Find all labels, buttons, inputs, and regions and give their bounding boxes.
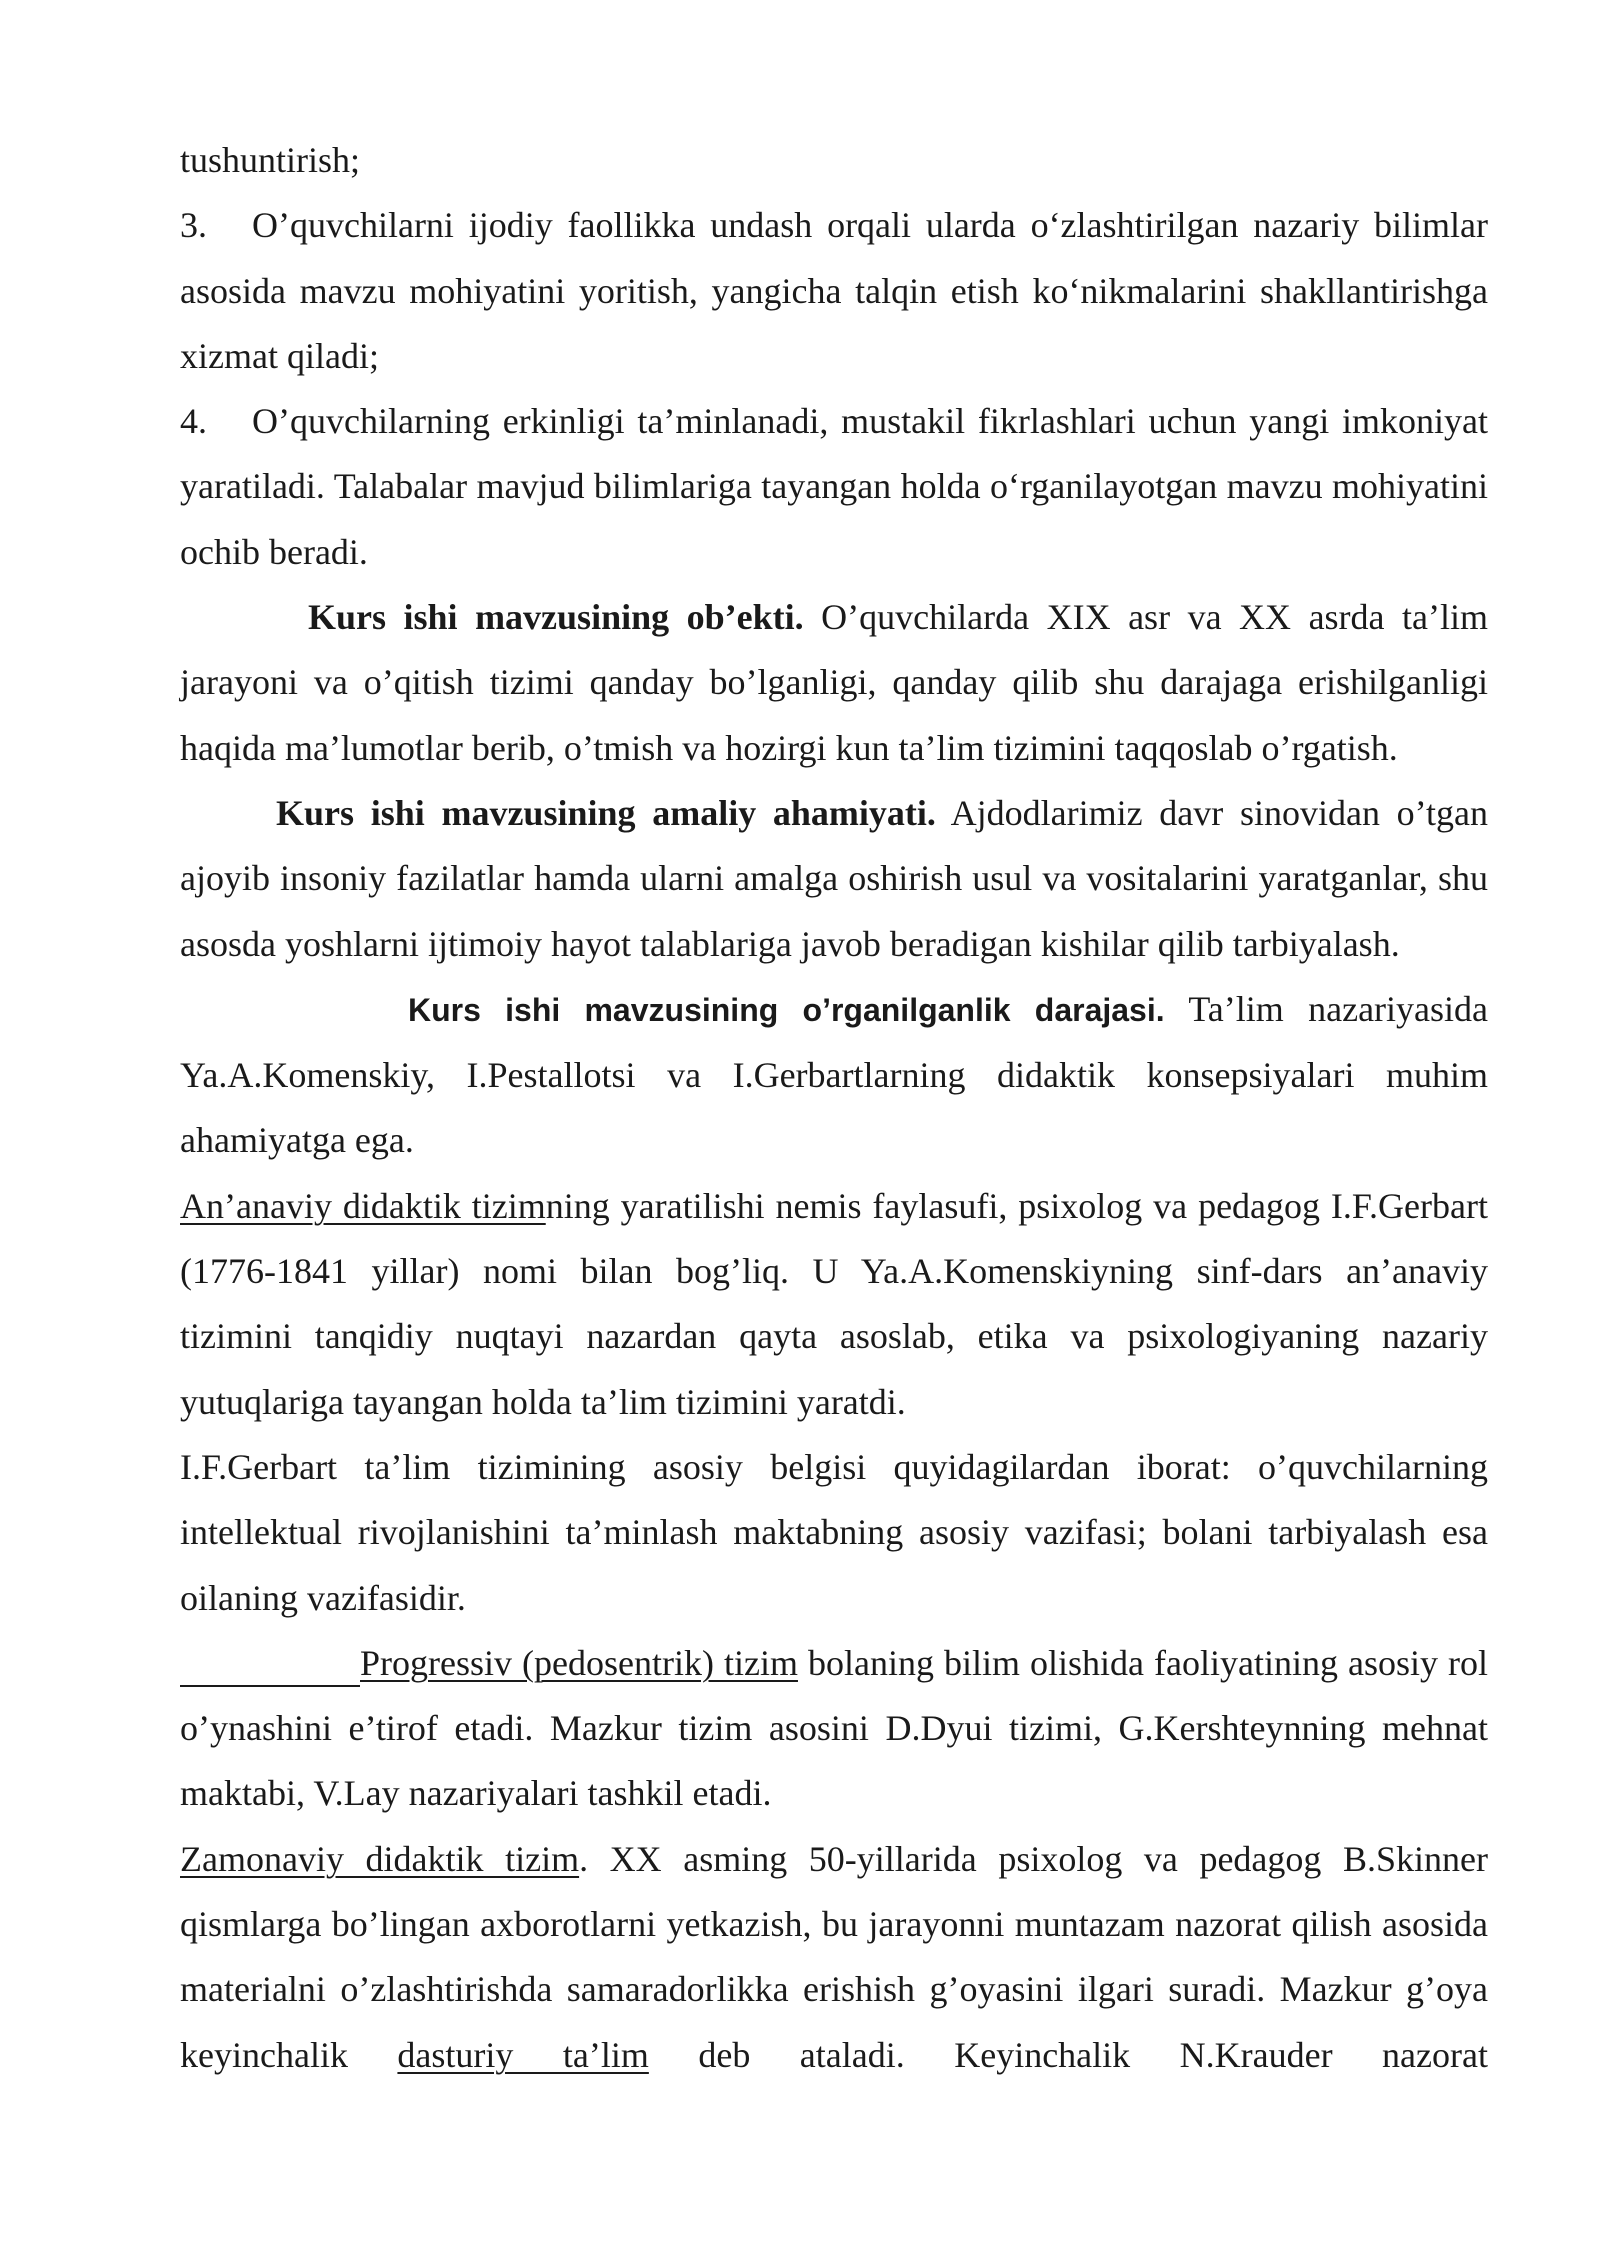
paragraph-text: . XX asming 50-yillarida psixolog va pedagog B.Skinner qismlarga bo’lingan axborotlarni yetkazish, bu jarayonni muntazam nazorat qilish asosida materialni o’zlashtirishda samaradorlikka erishish g’oyasini ilgari suradi. Mazkur g’oya keyinchalik [180,1838,1488,2075]
paragraph-traditional [180,1174,1488,1435]
blank-underline [180,1641,360,1687]
underlined-term: Zamonaviy didaktik tizim [180,1838,580,1879]
paragraph-continuation: tushuntirish; [180,140,361,180]
paragraph-modern [180,1827,1488,2088]
paragraph-text: O’quvchilarda XIX asr va XX asrda ta’lim jarayoni va o’qitish tizimi qanday bo’lganligi, qanday qilib shu darajaga erishilganligi haqida ma’lumotlar berib, o’tmish va hozirgi kun ta’lim tizimini taqqoslab o’rgatish. [180,597,1489,768]
paragraph-practical [180,781,1488,977]
section-heading: Kurs ishi mavzusining ob’ekti. [308,597,804,638]
list-item-text: O’quvchilarning erkinligi ta’minlanadi, mustakil fikrlashlari uchun yangi imkoniyat yaratiladi. Talabalar mavjud bilimlariga tayangan holda o‘rganilayotgan mavzu mohiyatini ochib beradi. [180,401,1488,572]
paragraph-text: I.F.Gerbart ta’lim tizimining asosiy belgisi quyidagilardan iborat: o’quvchilarning intellektual rivojlanishini ta’minlash maktabning asosiy vazifasi; bolani tarbiyalash esa oilaning vazifasidir. [180,1446,1488,1618]
list-number: 3. [180,205,207,246]
paragraph-object [180,585,1488,781]
paragraph-progressive [180,1631,1488,1827]
paragraph-text: deb ataladi. Keyinchalik N.Krauder nazorat [648,2034,1488,2075]
list-number: 4. [180,401,207,442]
paragraph-text: Ajdodlarimiz davr sinovidan o’tgan ajoyib insoniy fazilatlar hamda ularni amalga oshirish usul va vositalarini yaratganlar, shu asosda yoshlarni ijtimoiy hayot talablariga javob beradigan kishilar qilib tarbiyalash. [180,792,1488,964]
underlined-term: Progressiv (pedosentrik) tizim [360,1642,798,1683]
underlined-term: dasturiy ta’lim [397,2034,649,2075]
underlined-term: An’anaviy didaktik tizim [180,1185,546,1226]
document-page [180,128,1488,2088]
paragraph-text: Ta’lim nazariyasida Ya.A.Komenskiy, I.Pestallotsi va I.Gerbartlarning didaktik konsepsiyalari muhim ahamiyatga ega. [180,988,1489,1161]
section-heading: Kurs ishi mavzusining amaliy ahamiyati. [276,792,936,833]
list-item-text: O’quvchilarni ijodiy faollikka undash orqali ularda o‘zlashtirilgan nazariy bilimlar asosida mavzu mohiyatini yoritish, yangicha talqin etish ko‘nikmalarini shakllantirishga xizmat qiladi; [180,205,1488,376]
paragraph-text: ning yaratilishi nemis faylasufi, psixolog va pedagog I.F.Gerbart (1776-1841 yillar) nomi bilan bog’liq. U Ya.A.Komenskiyning sinf-dars an’anaviy tizimini tanqidiy nuqtayi nazardan qayta asoslab, etika va psixologiyaning nazariy yutuqlariga tayangan holda ta’lim tizimini yaratdi. [180,1185,1488,1422]
list-item-4 [180,389,1488,585]
paragraph-text: bolaning bilim olishida faoliyatining asosiy rol o’ynashini e’tirof etadi. Mazkur tizim asosini D.Dyui tizimi, G.Kershteynning mehnat maktabi, V.Lay nazariyalari tashkil etadi. [180,1642,1489,1814]
paragraph-level [180,977,1488,1174]
section-heading: Kurs ishi mavzusining o’rganilganlik darajasi. [408,991,1165,1028]
list-item-3 [180,193,1488,389]
paragraph-gerbart [180,1435,1488,1631]
